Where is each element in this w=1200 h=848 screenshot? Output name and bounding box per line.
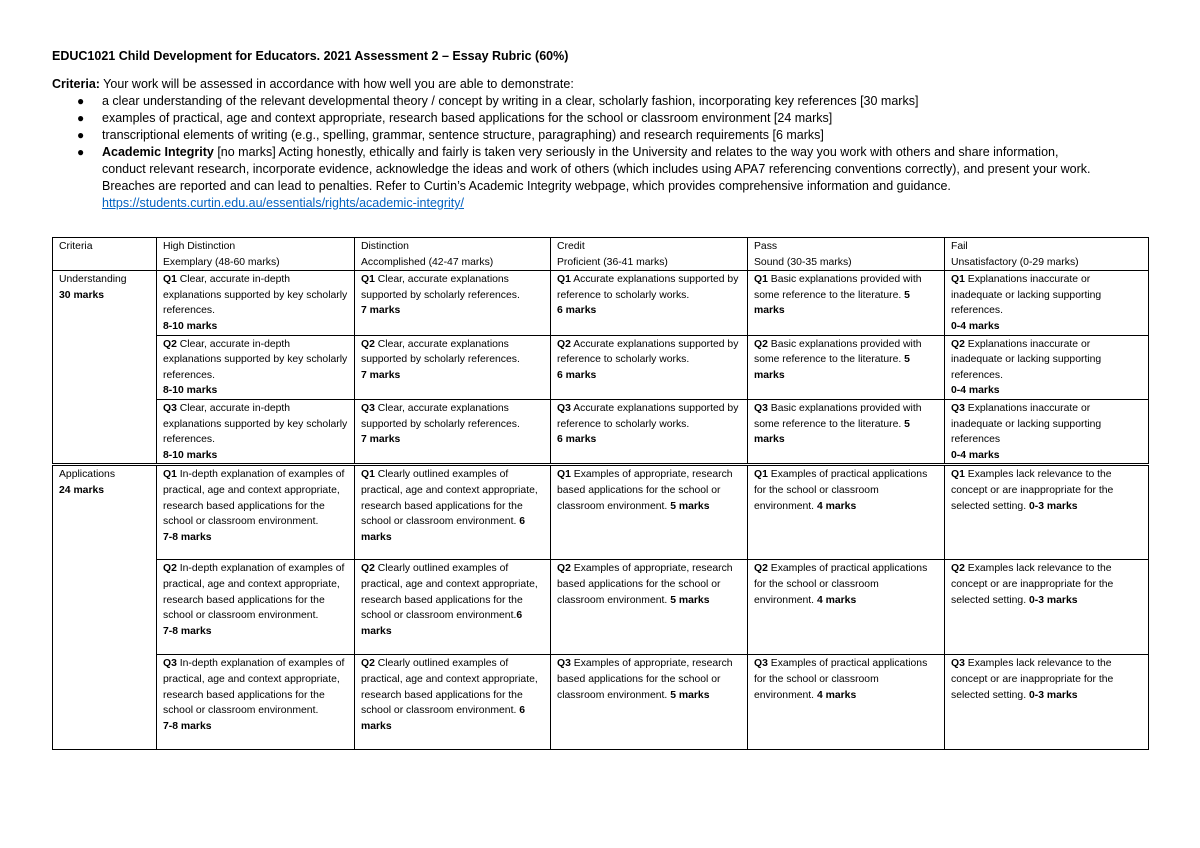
cell-d: Q1 Clearly outlined examples of practical, age and context appropriate, research based applications for the school or classroom environment. 6 marks [355,465,551,560]
cell-c: Q1 Examples of appropriate, research based applications for the school or classroom environment. 5 marks [551,465,748,560]
document-page [52,48,1152,212]
header-distinction: Distinction Accomplished (42-47 marks) [355,238,551,271]
table-row [53,655,1149,750]
header-pass: Pass Sound (30-35 marks) [748,238,945,271]
cell-hd: Q1 In-depth explanation of examples of practical, age and context appropriate, research based applications for the school or classroom environment. 7-8 marks [157,465,355,560]
table-row [53,335,1149,399]
bullet-icon: ● [77,111,85,125]
criteria-item-text: transcriptional elements of writing (e.g., spelling, grammar, sentence structure, paragraphing) and research requirements [6 marks] [102,128,824,142]
cell-p: Q1 Examples of practical applications for the school or classroom environment. 4 marks [748,465,945,560]
table-row [53,399,1149,464]
criteria-intro-text: Your work will be assessed in accordance with how well you are able to demonstrate: [99,77,574,91]
criteria-intro [52,76,1152,93]
criteria-item-text: examples of practical, age and context appropriate, research based applications for the school or classroom environment [24 marks] [102,111,833,125]
cell-c: Q3 Accurate explanations supported by reference to scholarly works. 6 marks [551,399,748,464]
document-title: EDUC1021 Child Development for Educators. 2021 Assessment 2 – Essay Rubric (60%) [52,49,569,63]
cell-p: Q2 Examples of practical applications for the school or classroom environment. 4 marks [748,560,945,655]
cell-p: Q3 Examples of practical applications for the school or classroom environment. 4 marks [748,655,945,750]
criteria-item [52,93,1152,110]
bullet-icon: ● [77,128,85,142]
criteria-applications: Applications 24 marks [53,465,157,750]
integrity-line-2: conduct relevant research, incorporate evidence, acknowledge the ideas and work of others (which includes using APA7 referencing conventions correctly), and present your work. [102,162,1091,176]
cell-c: Q2 Examples of appropriate, research based applications for the school or classroom environment. 5 marks [551,560,748,655]
cell-p: Q2 Basic explanations provided with some reference to the literature. 5 marks [748,335,945,399]
criteria-item [52,110,1152,127]
cell-hd: Q3 In-depth explanation of examples of practical, age and context appropriate, research based applications for the school or classroom environment. 7-8 marks [157,655,355,750]
cell-p: Q1 Basic explanations provided with some reference to the literature. 5 marks [748,271,945,335]
header-criteria: Criteria [53,238,157,271]
table-header-row [53,238,1149,271]
cell-d: Q2 Clearly outlined examples of practical, age and context appropriate, research based applications for the school or classroom environment.6 marks [355,560,551,655]
header-credit: Credit Proficient (36-41 marks) [551,238,748,271]
criteria-understanding: Understanding 30 marks [53,271,157,465]
integrity-label: Academic Integrity [102,145,214,159]
criteria-item-text: a clear understanding of the relevant developmental theory / concept by writing in a clear, scholarly fashion, incorporating key references [30 marks] [102,94,919,108]
academic-integrity-link[interactable]: https://students.curtin.edu.au/essentials/rights/academic-integrity/ [102,196,464,210]
cell-f: Q2 Explanations inaccurate or inadequate or lacking supporting references. 0-4 marks [945,335,1149,399]
cell-hd: Q2 In-depth explanation of examples of practical, age and context appropriate, research based applications for the school or classroom environment. 7-8 marks [157,560,355,655]
criteria-item [52,127,1152,144]
criteria-label: Criteria: [52,77,100,91]
cell-d: Q3 Clear, accurate explanations supported by scholarly references. 7 marks [355,399,551,464]
bullet-icon: ● [77,145,85,159]
cell-d: Q2 Clearly outlined examples of practical, age and context appropriate, research based applications for the school or classroom environment. 6 marks [355,655,551,750]
cell-f: Q1 Explanations inaccurate or inadequate or lacking supporting references. 0-4 marks [945,271,1149,335]
cell-d: Q2 Clear, accurate explanations supported by scholarly references. 7 marks [355,335,551,399]
cell-f: Q2 Examples lack relevance to the concept or are inappropriate for the selected setting. 0-3 marks [945,560,1149,655]
cell-hd: Q2 Clear, accurate in-depth explanations supported by key scholarly references. 8-10 marks [157,335,355,399]
cell-hd: Q3 Clear, accurate in-depth explanations supported by key scholarly references. 8-10 marks [157,399,355,464]
integrity-line-3: Breaches are reported and can lead to penalties. Refer to Curtin’s Academic Integrity webpage, which provides comprehensive information and guidance. [102,179,951,193]
cell-c: Q2 Accurate explanations supported by reference to scholarly works. 6 marks [551,335,748,399]
table-row [53,560,1149,655]
cell-f: Q1 Examples lack relevance to the concept or are inappropriate for the selected setting. 0-3 marks [945,465,1149,560]
cell-c: Q1 Accurate explanations supported by reference to scholarly works. 6 marks [551,271,748,335]
criteria-list [52,93,1152,212]
cell-hd: Q1 Clear, accurate in-depth explanations supported by key scholarly references. 8-10 marks [157,271,355,335]
header-high-distinction: High Distinction Exemplary (48-60 marks) [157,238,355,271]
criteria-item-integrity [52,144,1152,212]
integrity-line-1: [no marks] Acting honestly, ethically and fairly is taken very seriously in the University and relates to the way you work with others and share information, [213,145,1059,159]
cell-d: Q1 Clear, accurate explanations supported by scholarly references. 7 marks [355,271,551,335]
cell-c: Q3 Examples of appropriate, research based applications for the school or classroom environment. 5 marks [551,655,748,750]
header-fail: Fail Unsatisfactory (0-29 marks) [945,238,1149,271]
cell-f: Q3 Explanations inaccurate or inadequate or lacking supporting references 0-4 marks [945,399,1149,464]
cell-f: Q3 Examples lack relevance to the concept or are inappropriate for the selected setting. 0-3 marks [945,655,1149,750]
rubric-table [52,237,1149,750]
cell-p: Q3 Basic explanations provided with some reference to the literature. 5 marks [748,399,945,464]
table-row [53,271,1149,335]
bullet-icon: ● [77,94,85,108]
table-row [53,465,1149,560]
